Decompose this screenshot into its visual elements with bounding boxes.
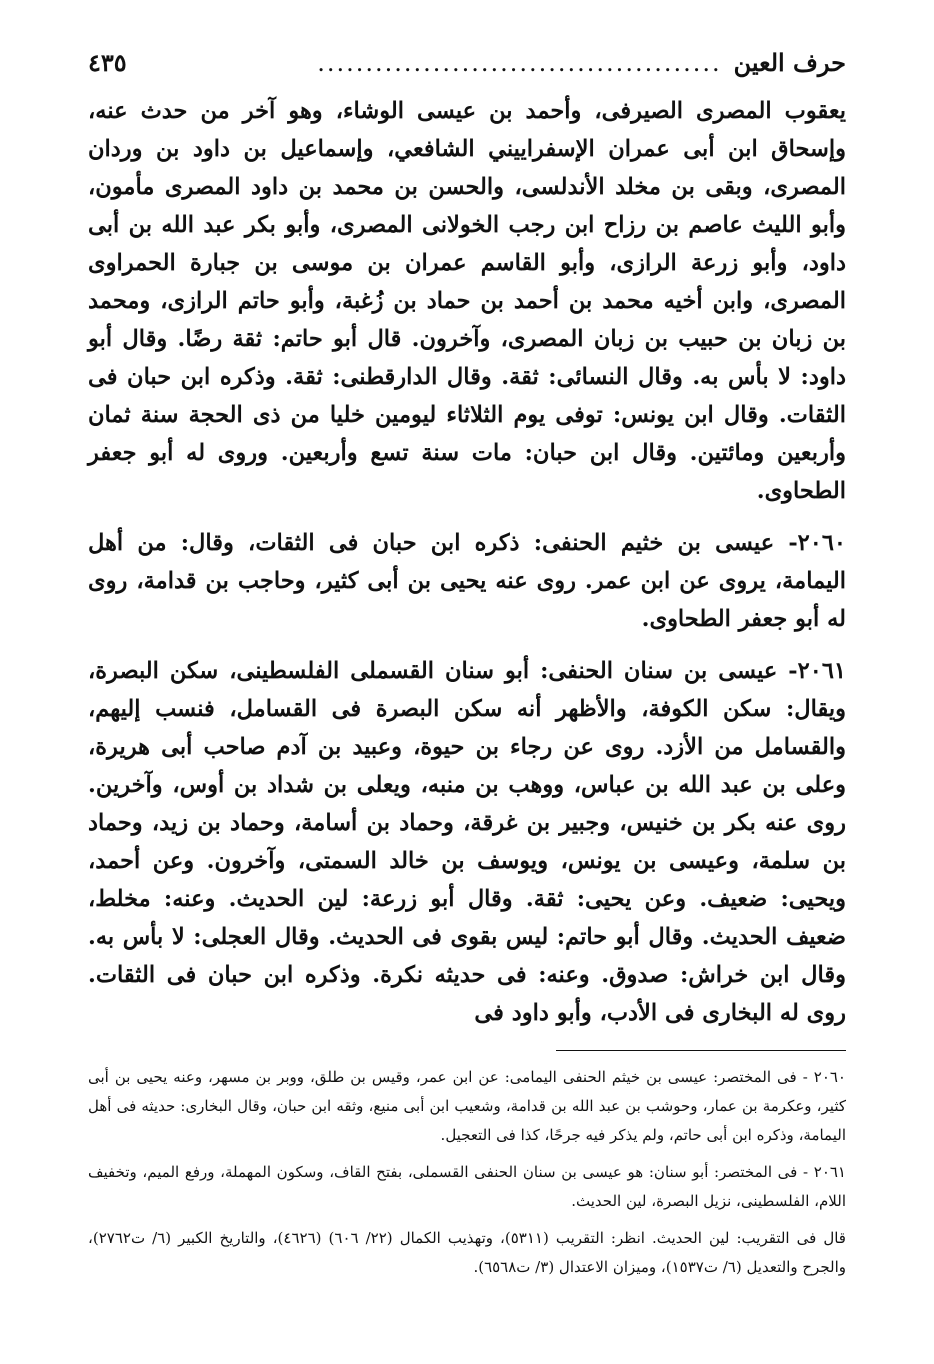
footnote-2061-taqrib: قال فى التقريب: لين الحديث. انظر: التقريب (٥٣١١)، وتهذيب الكمال (٢٢/ ٦٠٦) (٤٦٢٦)، والتاريخ الكبير (٦/ ت٢٧٦٢)، والجرح والتعديل (٦/ ت١٥٣٧)، وميزان الاعتدال (٣/ ت٦٥٦٨).	[88, 1229, 846, 1276]
footnote-2061: ٢٠٦١ - فى المختصر: أبو سنان: هو عيسى بن سنان الحنفى القسملى، بفتح القاف، وسكون المهملة، ورفع الميم، وتخفيف اللام، الفلسطينى، نزيل البصرة، لين الحديث.	[88, 1163, 846, 1210]
running-header	[88, 48, 846, 92]
page-number: ٤٣٥	[88, 48, 127, 77]
main-text	[88, 92, 846, 1032]
leader-dots: ..........................................	[317, 49, 722, 77]
footnotes	[88, 1063, 846, 1282]
entry-2060: ٢٠٦٠- عيسى بن خثيم الحنفى: ذكره ابن حبان فى الثقات، وقال: من أهل اليمامة، يروى عن ابن عمر. روى عنه يحيى بن أبى كثير، وحاجب بن قدامة، روى له أبو جعفر الطحاوى.	[88, 530, 846, 632]
chapter-title: حرف العين	[733, 48, 846, 77]
entry-2061: ٢٠٦١- عيسى بن سنان الحنفى: أبو سنان القسملى الفلسطينى، سكن البصرة، ويقال: سكن الكوفة، والأظهر أنه سكن البصرة فى القسامل، فنسب إليهم، والقسامل من الأزد. روى عن رجاء بن حيوة، وعبيد بن آدم صاحب أبى هريرة، وعلى بن عبد الله بن عباس، ووهب بن منبه، ويعلى بن شداد بن أوس، وآخرين. روى عنه بكر بن خنيس، وجبير بن غرقة، وحماد بن أسامة، وحماد بن زيد، وحماد بن سلمة، وعيسى بن يونس، ويوسف بن خالد السمتى، وآخرون. وعن أحمد، ويحيى: ضعيف. وعن يحيى: ثقة. وقال أبو زرعة: لين الحديث. وعنه: مخلط، ضعيف الحديث. وقال أبو حاتم: ليس بقوى فى الحديث. وقال العجلى: لا بأس به. وقال ابن خراش: صدوق. وعنه: فى حديثه نكرة. وذكره ابن حبان فى الثقات. روى له البخارى فى الأدب، وأبو داود فى	[88, 658, 846, 1026]
footnote-2060: ٢٠٦٠ - فى المختصر: عيسى بن خيثم الحنفى اليمامى: عن ابن عمر، وقيس بن طلق، ووبر بن مسهر، وعنه يحيى بن أبى كثير، وعكرمة بن عمار، وحوشب بن عبد الله بن قدامة، وشعيب ابن أبى منيع، وثقه ابن حبان، وقال البخارى: حديثه فى أهل اليمامة، وذكره ابن أبى حاتم، ولم يذكر فيه جرحًا، كذا فى التعجيل.	[88, 1068, 846, 1144]
paragraph-continuation: يعقوب المصرى الصيرفى، وأحمد بن عيسى الوشاء، وهو آخر من حدث عنه، وإسحاق ابن أبى عمران الإسفراييني الشافعي، وإسماعيل بن داود بن وردان المصرى، وبقى بن مخلد الأندلسى، والحسن بن محمد بن داود المصرى مأمون، وأبو الليث عاصم بن رزاح ابن رجب الخولانى المصرى، وأبو بكر عبد الله بن أبى داود، وأبو زرعة الرازى، وأبو القاسم عمران بن موسى بن جبارة الحمراوى المصرى، وابن أخيه محمد بن أحمد بن حماد بن زُغبة، وأبو حاتم الرازى، ومحمد بن زبان بن حبيب بن زبان المصرى، وآخرون. قال أبو حاتم: ثقة رضًا. وقال أبو داود: لا بأس به. وقال النسائى: ثقة. وقال الدارقطنى: ثقة. وذكره ابن حبان فى الثقات. وقال ابن يونس: توفى يوم الثلاثاء ليومين خليا من ذى الحجة سنة ثمان وأربعين ومائتين. وقال ابن حبان: مات سنة تسع وأربعين. وروى له أبو جعفر الطحاوى.	[88, 98, 847, 504]
footnote-separator	[556, 1050, 846, 1051]
